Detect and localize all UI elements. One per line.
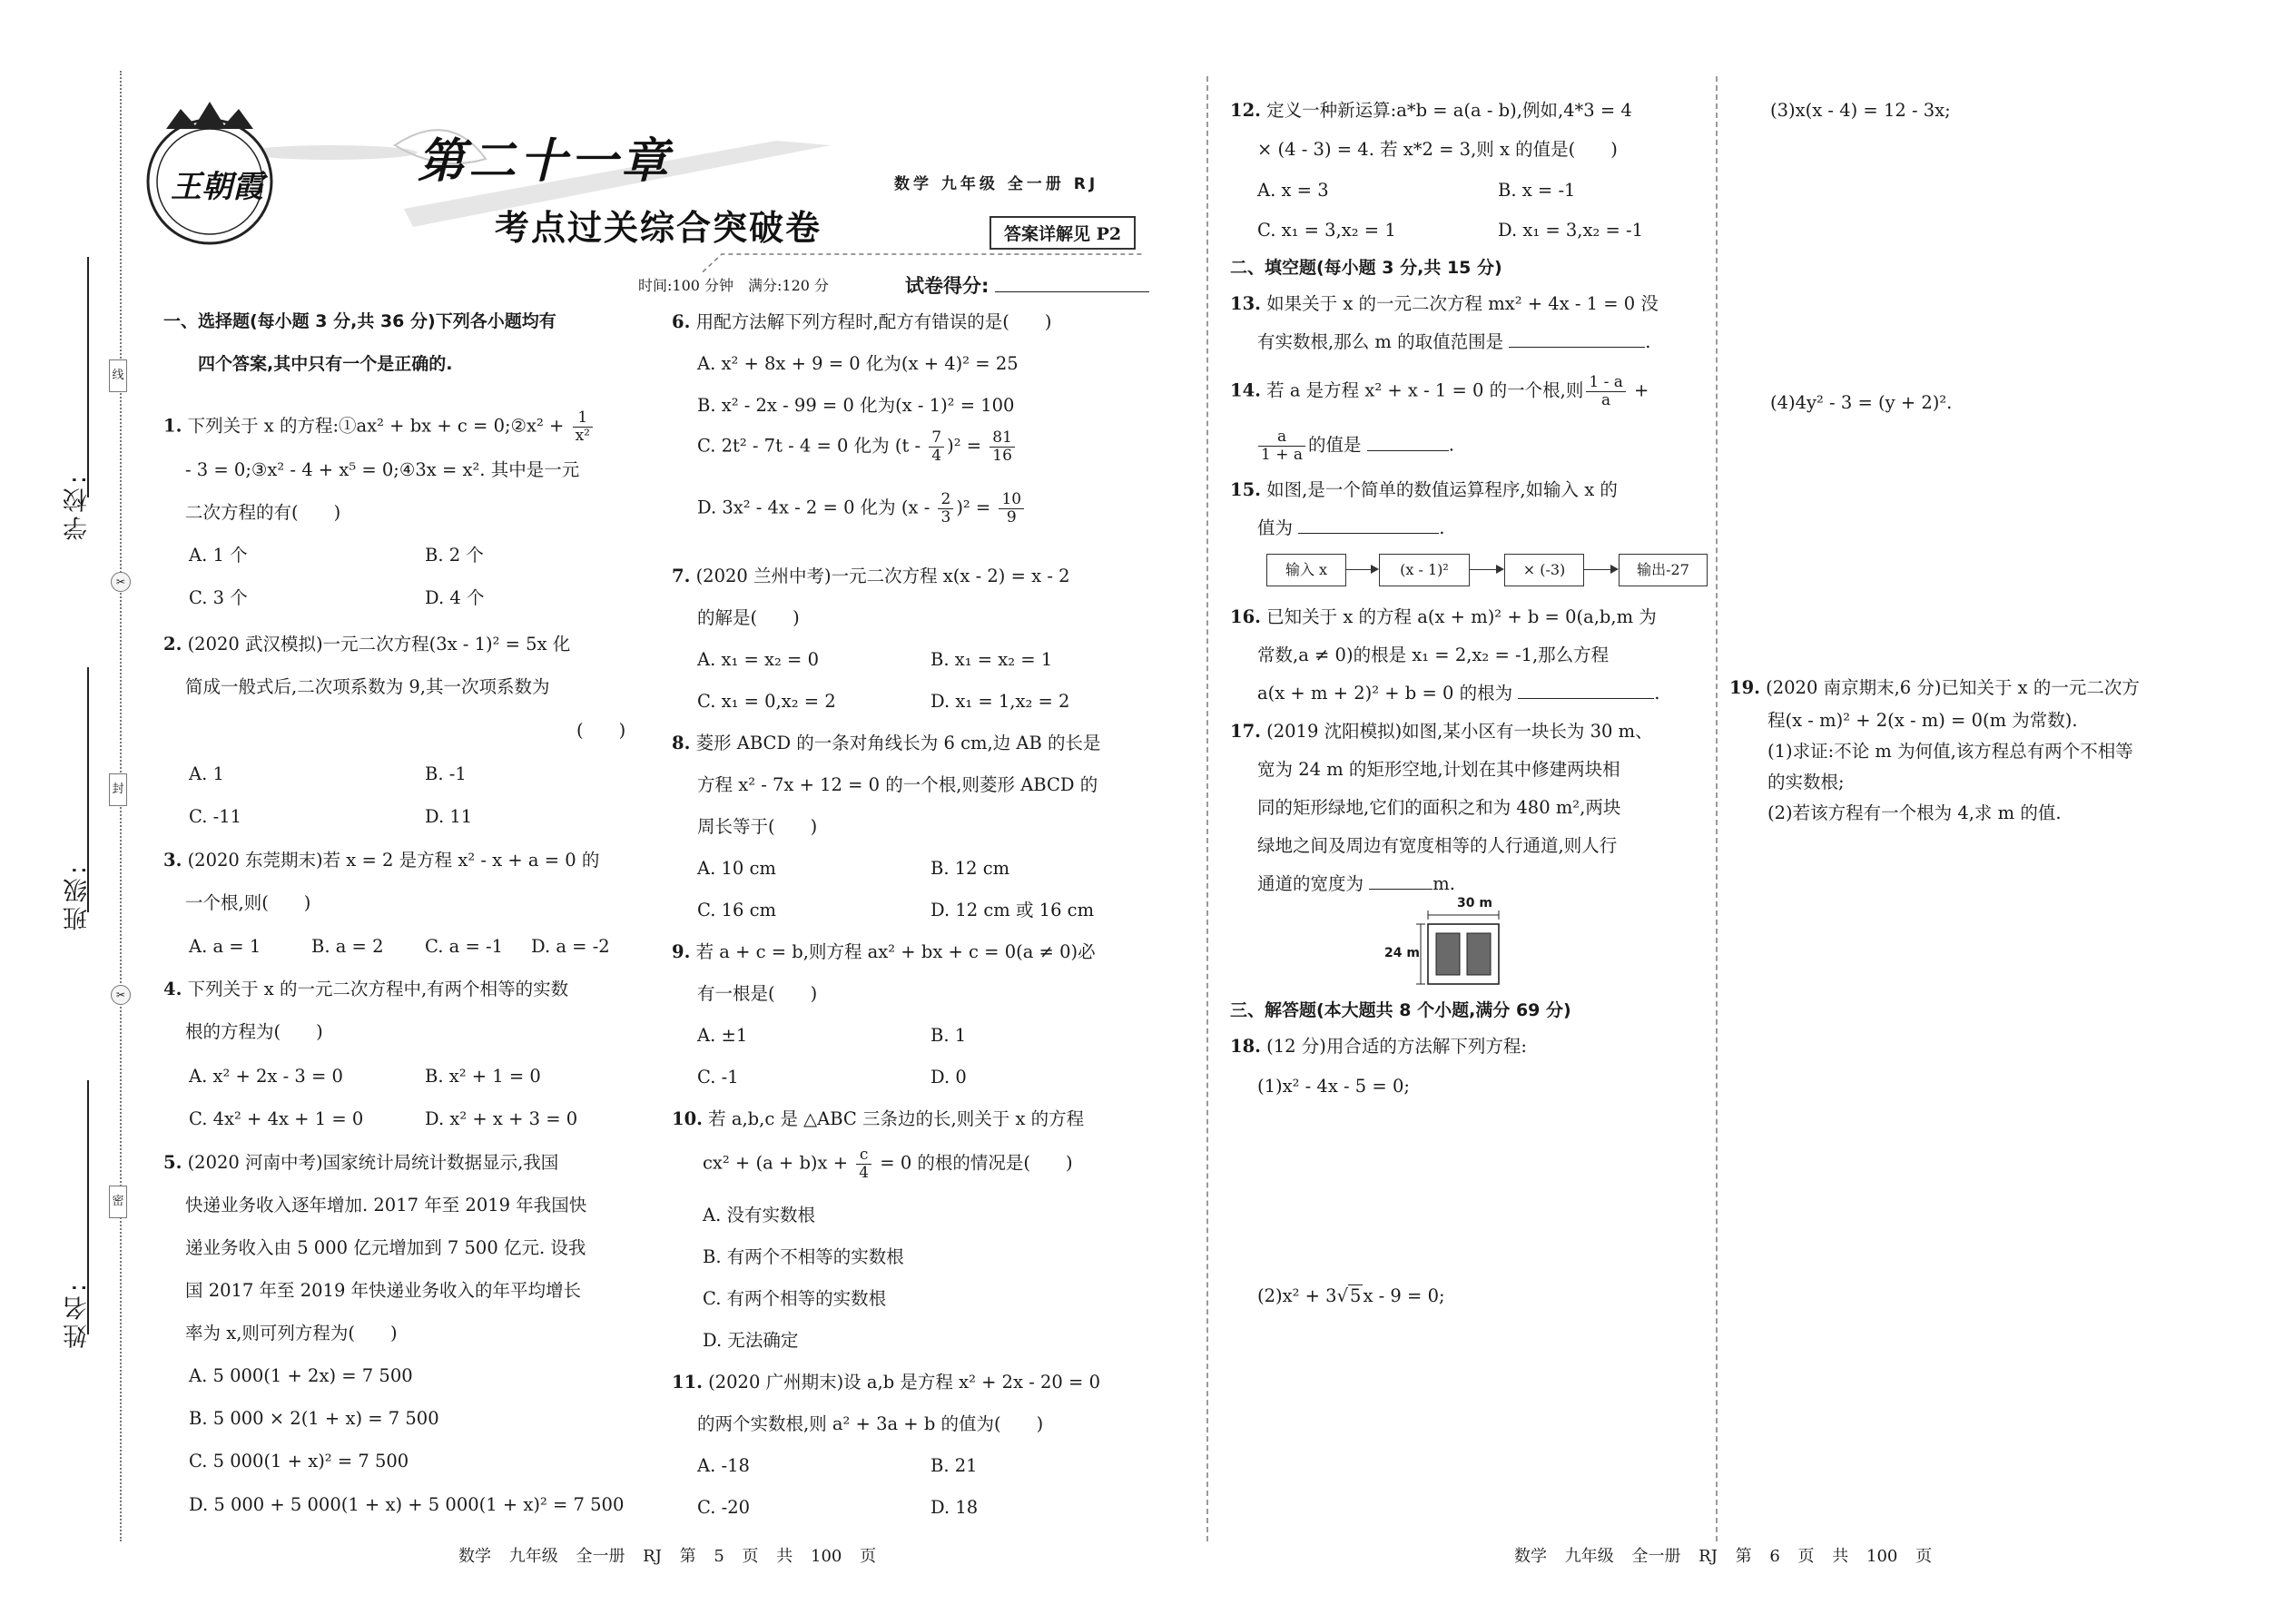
option-c[interactable]: [697, 429, 1018, 464]
question-text: 若 a + c = b,则方程 ax² + bx + c = 0(a ≠ 0)必: [695, 941, 1096, 962]
question-text: 简成一般式后,二次项系数为 9,其一次项系数为: [185, 676, 550, 697]
option-a[interactable]: A. 10 cm: [697, 858, 776, 879]
section-2-title: 二、填空题(每小题 3 分,共 15 分): [1230, 258, 1502, 278]
denominator: 4: [931, 446, 942, 465]
page-footer-left: 数学 九年级 全一册 RJ 第 5 页 共 100 页: [458, 1547, 877, 1566]
answer-reference: 答案详解见 P2: [989, 216, 1136, 250]
option-a[interactable]: A. 1: [189, 763, 224, 784]
question-text: +: [1628, 379, 1649, 401]
question-8: [672, 734, 1101, 753]
fraction: [856, 1147, 871, 1181]
question-number: 8.: [672, 733, 691, 753]
option-a[interactable]: A. 5 000(1 + 2x) = 7 500: [189, 1365, 413, 1386]
binding-dotted-line: [120, 71, 122, 1541]
question-number: 6.: [672, 311, 691, 332]
question-number: 3.: [163, 850, 182, 871]
answer-blank[interactable]: [1298, 533, 1439, 534]
numerator: 7: [929, 429, 944, 448]
option-b[interactable]: B. x₁ = x₂ = 1: [930, 649, 1053, 670]
question-text: $\frac{a}{1 + a}$ 的值是 .: [1255, 428, 1454, 463]
option-a[interactable]: A. -18: [697, 1455, 750, 1476]
question-text: (2)x² + 3: [1257, 1285, 1337, 1306]
numerator: 1: [573, 409, 593, 428]
answer-blank[interactable]: [1518, 698, 1654, 699]
question-18-part-4: (4)4y² - 3 = (y + 2)².: [1770, 392, 1953, 413]
school-field-line: [87, 257, 89, 497]
numerator: 81: [989, 429, 1015, 448]
option-d[interactable]: D. 11: [425, 806, 473, 827]
option-b[interactable]: B. 1: [930, 1025, 967, 1046]
option-a[interactable]: A. 没有实数根: [703, 1205, 815, 1225]
denominator: x²: [575, 426, 590, 445]
question-3: [163, 851, 599, 870]
unit-text: m.: [1433, 873, 1455, 894]
fraction: [929, 429, 944, 464]
option-b[interactable]: B. 2 个: [425, 545, 484, 566]
question-7: [672, 567, 1070, 586]
option-c[interactable]: C. a = -1: [425, 936, 503, 957]
radicand: 5: [1350, 1285, 1362, 1306]
question-number: 18.: [1230, 1036, 1261, 1057]
question-number: 16.: [1230, 606, 1261, 627]
question-text: 有实数根,那么 m 的取值范围是 .: [1257, 331, 1651, 352]
question-text: 值为 .: [1257, 517, 1445, 538]
brand-logo: 王朝霞: [171, 169, 263, 205]
option-c[interactable]: C. x₁ = 0,x₂ = 2: [697, 691, 836, 712]
question-number: 4.: [163, 979, 182, 999]
flow-square-box: (x - 1)²: [1379, 554, 1470, 586]
question-12: [1230, 102, 1632, 120]
denominator: 16: [992, 446, 1012, 465]
option-b[interactable]: B. x² - 2x - 99 = 0 化为(x - 1)² = 100: [697, 395, 1015, 416]
option-c[interactable]: C. 16 cm: [697, 900, 777, 920]
question-number: 5.: [163, 1152, 182, 1173]
option-text: )² =: [947, 435, 988, 457]
question-9: [672, 943, 1096, 961]
denominator: 4: [859, 1163, 870, 1182]
question-number: 15.: [1230, 479, 1261, 500]
question-number: 19.: [1729, 677, 1760, 698]
school-label: 学校:: [64, 472, 92, 541]
question-text: 已知关于 x 的方程 a(x + m)² + b = 0(a,b,m 为: [1266, 606, 1657, 627]
flow-multiply-box: × (-3): [1504, 554, 1584, 586]
question-text: 下列关于 x 的一元二次方程中,有两个相等的实数: [187, 979, 569, 999]
question-text: [1257, 875, 1455, 893]
question-number: 2.: [163, 634, 182, 655]
section-1-subtitle: 四个答案,其中只有一个是正确的.: [198, 354, 453, 374]
option-text: )² =: [956, 497, 997, 518]
option-a[interactable]: A. x² + 8x + 9 = 0 化为(x + 4)² = 25: [697, 353, 1019, 374]
question-number: 14.: [1230, 379, 1261, 401]
option-d[interactable]: [697, 491, 1027, 526]
question-number: 17.: [1230, 721, 1261, 742]
question-text: 同的矩形绿地,它们的面积之和为 480 m²,两块: [1257, 797, 1621, 818]
option-c[interactable]: C. 3 个: [189, 587, 248, 608]
question-text: (2020 河南中考)国家统计局统计数据显示,我国: [187, 1152, 559, 1173]
question-15: [1230, 481, 1618, 499]
question-text: 快递业务收入逐年增加. 2017 年至 2019 年我国快: [185, 1195, 587, 1216]
answer-blank[interactable]: [1367, 450, 1449, 451]
option-text: D. 3x² - 4x - 2 = 0 化为: [697, 497, 896, 518]
fraction: [938, 491, 953, 526]
question-17: [1230, 723, 1653, 741]
question-text: 常数,a ≠ 0)的根是 x₁ = 2,x₂ = -1,那么方程: [1257, 645, 1610, 665]
question-number: 1.: [163, 415, 182, 437]
question-text: (2020 南京期末,6 分)已知关于 x 的一元二次方: [1766, 677, 2140, 698]
question-text: 方程 x² - 7x + 12 = 0 的一个根,则菱形 ABCD 的: [697, 774, 1098, 795]
question-6: [672, 313, 1051, 331]
option-d[interactable]: D. 0: [930, 1067, 967, 1088]
score-blank[interactable]: [995, 291, 1149, 292]
subject-info: 数学 九年级 全一册 RJ: [894, 175, 1099, 193]
numerator: a: [1258, 428, 1305, 447]
option-d[interactable]: D. 5 000 + 5 000(1 + x) + 5 000(1 + x)² = 7 500: [189, 1494, 625, 1515]
question-text: cx² + (a + b)x +: [703, 1152, 854, 1174]
question-text: 菱形 ABCD 的一条对角线长为 6 cm,边 AB 的长是: [695, 733, 1101, 753]
fraction: [989, 429, 1015, 464]
question-text: a(x + m + 2)² + b = 0 的根为 .: [1257, 683, 1660, 704]
question-text: [703, 1147, 1073, 1181]
denominator: a: [1601, 390, 1611, 409]
question-text: (2020 广州期末)设 a,b 是方程 x² + 2x - 20 = 0: [708, 1372, 1100, 1393]
question-text: 的解是( ): [697, 607, 800, 628]
fraction: [1258, 428, 1305, 463]
arrow-right-icon: [1584, 569, 1617, 570]
question-18-part-1: (1)x² - 4x - 5 = 0;: [1257, 1076, 1410, 1097]
denominator: 3: [940, 507, 951, 527]
question-11: [672, 1373, 1100, 1392]
option-d[interactable]: D. x₁ = 1,x₂ = 2: [930, 691, 1070, 712]
page-footer-right: 数学 九年级 全一册 RJ 第 6 页 共 100 页: [1514, 1547, 1933, 1566]
question-number: 13.: [1230, 293, 1261, 314]
page-divider: [1206, 76, 1208, 1541]
class-label: 班级:: [64, 862, 92, 931]
question-text: (2020 东莞期末)若 x = 2 是方程 x² - x + a = 0 的: [187, 850, 600, 871]
flow-output-box: 输出-27: [1619, 554, 1708, 586]
question-number: 10.: [672, 1108, 703, 1129]
option-b[interactable]: B. x² + 1 = 0: [425, 1066, 541, 1087]
question-text: 根的方程为( ): [185, 1021, 323, 1042]
option-c[interactable]: C. 5 000(1 + x)² = 7 500: [189, 1451, 409, 1471]
question-text: 若 a 是方程 x² + x - 1 = 0 的一个根,则: [1266, 379, 1584, 401]
paper-title: 考点过关综合突破卷: [495, 208, 822, 248]
question-text: 国 2017 年至 2019 年快递业务收入的年平均增长: [185, 1280, 582, 1301]
question-18-part-2: [1257, 1287, 1445, 1305]
option-c[interactable]: C. 有两个相等的实数根: [703, 1288, 887, 1309]
figure-height-label: 24 m: [1384, 946, 1420, 960]
question-text: 通道的宽度为: [1257, 873, 1364, 894]
question-text: 的两个实数根,则 a² + 3a + b 的值为( ): [697, 1413, 1044, 1434]
answer-blank[interactable]: [1509, 347, 1645, 348]
question-text: 的实数根;: [1767, 772, 1845, 792]
question-14: [1230, 374, 1649, 408]
option-b[interactable]: B. 21: [930, 1455, 978, 1476]
option-d[interactable]: D. 无法确定: [703, 1330, 799, 1351]
question-text: (2020 武汉模拟)一元二次方程(3x - 1)² = 5x 化: [187, 634, 571, 655]
exam-meta: 时间:100 分钟 满分:120 分: [638, 277, 830, 294]
option-text: (t -: [894, 435, 927, 457]
question-2: [163, 635, 570, 654]
option-b[interactable]: B. 有两个不相等的实数根: [703, 1246, 904, 1267]
option-b[interactable]: B. 5 000 × 2(1 + x) = 7 500: [189, 1408, 439, 1429]
question-19: [1729, 679, 2140, 697]
option-d[interactable]: D. 18: [930, 1497, 979, 1518]
question-text: a(x + m + 2)² + b = 0 的根为: [1257, 683, 1513, 704]
flow-input-box: 输入 x: [1266, 554, 1346, 586]
question-number: 7.: [672, 566, 691, 586]
option-a[interactable]: A. 1 个: [189, 545, 248, 566]
question-1: [163, 409, 596, 444]
fraction: [999, 491, 1024, 526]
question-16: [1230, 608, 1657, 626]
question-text: 的值是: [1308, 434, 1362, 456]
option-c[interactable]: C. -20: [697, 1497, 751, 1518]
question-text: 有实数根,那么 m 的取值范围是: [1257, 331, 1504, 352]
scissors-icon: ✂: [111, 985, 131, 1005]
name-label: 姓名:: [64, 1280, 92, 1349]
question-text: (2019 沈阳模拟)如图,某小区有一块长为 30 m、: [1266, 721, 1653, 742]
chapter-title: 第二十一章: [418, 134, 673, 189]
option-a[interactable]: A. x = 3: [1257, 180, 1329, 201]
question-18-part-3: (3)x(x - 4) = 12 - 3x;: [1770, 100, 1951, 121]
section-1-title: 一、选择题(每小题 3 分,共 36 分)下列各小题均有: [163, 311, 556, 331]
question-4: [163, 980, 568, 999]
question-19-part-1: (1)求证:不论 m 为何值,该方程总有两个不相等: [1767, 741, 2133, 762]
option-d[interactable]: D. 12 cm 或 16 cm: [930, 900, 1095, 920]
question-10: [672, 1110, 1084, 1128]
question-text: 一个根,则( ): [185, 892, 311, 913]
binding-tab-close: 密: [109, 1186, 127, 1218]
denominator: 9: [1006, 507, 1017, 527]
option-a[interactable]: A. x₁ = x₂ = 0: [697, 649, 819, 670]
question-number: 11.: [672, 1372, 703, 1393]
option-a[interactable]: A. a = 1: [189, 936, 261, 957]
option-b[interactable]: B. 12 cm: [930, 858, 1010, 879]
option-c[interactable]: C. 4x² + 4x + 1 = 0: [189, 1108, 364, 1129]
option-d[interactable]: D. a = -2: [531, 936, 610, 957]
question-text: 若 a,b,c 是 △ABC 三条边的长,则关于 x 的方程: [708, 1108, 1085, 1129]
numerator: 10: [999, 491, 1024, 509]
question-text: 用配方法解下列方程时,配方有错误的是( ): [695, 311, 1052, 332]
question-text: 周长等于( ): [697, 816, 818, 837]
option-a[interactable]: A. x² + 2x - 3 = 0: [189, 1066, 343, 1087]
arrow-right-icon: [1470, 569, 1502, 570]
question-text: 值为: [1257, 517, 1294, 538]
question-text: 如果关于 x 的一元二次方程 mx² + 4x - 1 = 0 没: [1266, 293, 1659, 314]
question-text: 递业务收入由 5 000 亿元增加到 7 500 亿元. 设我: [185, 1237, 586, 1258]
column-divider: [1716, 76, 1718, 1541]
option-text: (x -: [901, 497, 936, 518]
option-d[interactable]: D. x₁ = 3,x₂ = -1: [1498, 220, 1644, 241]
question-text: 定义一种新运算:a*b = a(a - b),例如,4*3 = 4: [1266, 100, 1632, 121]
section-3-title: 三、解答题(本大题共 8 个小题,满分 69 分): [1230, 1000, 1571, 1020]
question-text: 二次方程的有( ): [185, 502, 341, 523]
question-text: 宽为 24 m 的矩形空地,计划在其中修建两块相: [1257, 759, 1620, 780]
question-text: x - 9 = 0;: [1363, 1285, 1445, 1306]
numerator: c: [856, 1147, 871, 1165]
option-a[interactable]: A. ±1: [697, 1025, 748, 1046]
option-d[interactable]: D. x² + x + 3 = 0: [425, 1108, 578, 1129]
question-text: - 3 = 0;③x² - 4 + x⁵ = 0;④3x = x². 其中是一元: [185, 459, 580, 480]
question-text: 程(x - m)² + 2(x - m) = 0(m 为常数).: [1767, 710, 2078, 731]
arrow-right-icon: [1346, 569, 1377, 570]
question-text: 下列关于 x 的方程:①ax² + bx + c = 0;②x² +: [187, 415, 570, 437]
question-text: 如图,是一个简单的数值运算程序,如输入 x 的: [1266, 479, 1618, 500]
question-text: × (4 - 3) = 4. 若 x*2 = 3,则 x 的值是( ): [1257, 139, 1618, 160]
option-b[interactable]: B. a = 2: [311, 936, 384, 957]
question-number: 9.: [672, 941, 691, 962]
fraction: [1586, 374, 1626, 408]
answer-blank[interactable]: [1369, 889, 1433, 890]
question-18: [1230, 1038, 1527, 1056]
score-label: 试卷得分:: [905, 275, 989, 297]
scissors-icon: ✂: [111, 572, 131, 592]
sqrt-icon: √: [1336, 1285, 1349, 1306]
question-text: (2020 兰州中考)一元二次方程 x(x - 2) = x - 2: [695, 566, 1070, 586]
option-c[interactable]: C. -11: [189, 806, 242, 827]
numerator: 1 - a: [1586, 374, 1626, 392]
option-b[interactable]: B. -1: [425, 763, 467, 784]
option-c[interactable]: C. -1: [697, 1067, 739, 1088]
question-text: = 0 的根的情况是( ): [874, 1152, 1073, 1174]
question-19-part-2: (2)若该方程有一个根为 4,求 m 的值.: [1767, 802, 2062, 823]
figure-width-label: 30 m: [1457, 896, 1492, 910]
fraction: [573, 409, 593, 444]
option-text: C. 2t² - 7t - 4 = 0 化为: [697, 435, 890, 457]
question-5: [163, 1154, 558, 1172]
option-c[interactable]: C. x₁ = 3,x₂ = 1: [1257, 220, 1396, 241]
question-text: 有一根是( ): [697, 983, 818, 1004]
answer-paren: ( ): [576, 720, 626, 741]
question-text: (12 分)用合适的方法解下列方程:: [1266, 1036, 1527, 1057]
question-number: 12.: [1230, 100, 1261, 121]
question-text: 率为 x,则可列方程为( ): [185, 1323, 398, 1343]
denominator: 1 + a: [1261, 445, 1304, 464]
binding-tab-line: 线: [109, 359, 127, 392]
numerator: 2: [938, 491, 953, 509]
option-b[interactable]: B. x = -1: [1498, 180, 1576, 201]
question-text: 绿地之间及周边有宽度相等的人行通道,则人行: [1257, 835, 1618, 856]
binding-tab-seal: 封: [109, 773, 127, 806]
question-13: [1230, 295, 1659, 313]
option-d[interactable]: D. 4 个: [425, 587, 485, 608]
